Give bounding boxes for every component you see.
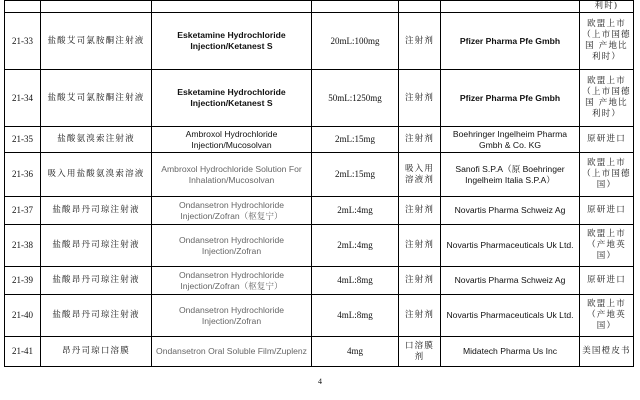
chinese-name: 盐酸艾司氯胺酮注射液	[41, 13, 152, 70]
dosage-form: 注射剂	[399, 70, 441, 127]
chinese-name: 盐酸昂丹司琼注射液	[41, 267, 152, 295]
row-number: 21-39	[5, 267, 41, 295]
specification: 4mL:8mg	[312, 295, 399, 337]
english-name: Esketamine Hydrochloride Injection/Ketanest S	[152, 13, 312, 70]
holder: Boehringer Ingelheim Pharma Gmbh & Co. KG	[441, 127, 580, 153]
specification: 2mL:4mg	[312, 225, 399, 267]
english-name: Ambroxol Hydrochloride Solution For Inhalation/Mucosolvan	[152, 153, 312, 197]
row-number: 21-33	[5, 13, 41, 70]
holder: Novartis Pharmaceuticals Uk Ltd.	[441, 295, 580, 337]
chinese-name: 盐酸艾司氯胺酮注射液	[41, 70, 152, 127]
note: 欧盟上市（产地英国）	[580, 225, 634, 267]
table-row	[5, 295, 634, 337]
specification: 2mL:15mg	[312, 127, 399, 153]
dosage-form: 口溶膜剂	[399, 337, 441, 367]
drug-list-table-region	[4, 0, 634, 367]
note: 欧盟上市（上市国德国 产地比利时）	[580, 70, 634, 127]
table-row	[5, 70, 634, 127]
specification: 50mL:1250mg	[312, 70, 399, 127]
note: 原研进口	[580, 197, 634, 225]
chinese-name: 盐酸氨溴索注射液	[41, 127, 152, 153]
english-name: Ondansetron Hydrochloride Injection/Zofran	[152, 225, 312, 267]
drug-list-table	[4, 0, 634, 367]
table-row	[5, 13, 634, 70]
dosage-form: 注射剂	[399, 295, 441, 337]
english-name: Esketamine Hydrochloride Injection/Ketanest S	[152, 70, 312, 127]
table-row	[5, 267, 634, 295]
holder: Pfizer Pharma Pfe Gmbh	[441, 70, 580, 127]
table-row	[5, 197, 634, 225]
english-name	[152, 1, 312, 13]
table-row	[5, 337, 634, 367]
specification: 20mL:100mg	[312, 13, 399, 70]
holder: Novartis Pharma Schweiz Ag	[441, 267, 580, 295]
specification: 2mL:15mg	[312, 153, 399, 197]
table-row	[5, 127, 634, 153]
note: 原研进口	[580, 267, 634, 295]
dosage-form: 吸入用溶液剂	[399, 153, 441, 197]
page-number: 4	[318, 377, 322, 386]
chinese-name: 吸入用盐酸氨溴索溶液	[41, 153, 152, 197]
note: 原研进口	[580, 127, 634, 153]
dosage-form: 注射剂	[399, 225, 441, 267]
dosage-form: 注射剂	[399, 127, 441, 153]
holder: Sanofi S.P.A（原 Boehringer Ingelheim Italia S.P.A）	[441, 153, 580, 197]
english-name: Ambroxol Hydrochloride Injection/Mucosolvan	[152, 127, 312, 153]
chinese-name: 盐酸昂丹司琼注射液	[41, 225, 152, 267]
chinese-name: 昂丹司琼口溶膜	[41, 337, 152, 367]
chinese-name	[41, 1, 152, 13]
dosage-form	[399, 1, 441, 13]
dosage-form: 注射剂	[399, 267, 441, 295]
holder: Novartis Pharmaceuticals Uk Ltd.	[441, 225, 580, 267]
specification: 4mL:8mg	[312, 267, 399, 295]
row-number: 21-35	[5, 127, 41, 153]
holder	[441, 1, 580, 13]
row-number: 21-41	[5, 337, 41, 367]
row-number: 21-37	[5, 197, 41, 225]
row-number: 21-36	[5, 153, 41, 197]
english-name: Ondansetron Hydrochloride Injection/Zofran（枢复宁）	[152, 267, 312, 295]
chinese-name: 盐酸昂丹司琼注射液	[41, 295, 152, 337]
holder: Novartis Pharma Schweiz Ag	[441, 197, 580, 225]
dosage-form: 注射剂	[399, 13, 441, 70]
english-name: Ondansetron Oral Soluble Film/Zuplenz	[152, 337, 312, 367]
english-name: Ondansetron Hydrochloride Injection/Zofran（枢复宁）	[152, 197, 312, 225]
table-row	[5, 1, 634, 13]
holder: Pfizer Pharma Pfe Gmbh	[441, 13, 580, 70]
row-number: 21-34	[5, 70, 41, 127]
english-name: Ondansetron Hydrochloride Injection/Zofran	[152, 295, 312, 337]
holder: Midatech Pharma Us Inc	[441, 337, 580, 367]
row-number	[5, 1, 41, 13]
specification	[312, 1, 399, 13]
note: 欧盟上市（上市国德国）	[580, 153, 634, 197]
note: 利时)	[580, 1, 634, 13]
note: 欧盟上市（产地英国）	[580, 295, 634, 337]
table-row	[5, 153, 634, 197]
chinese-name: 盐酸昂丹司琼注射液	[41, 197, 152, 225]
row-number: 21-38	[5, 225, 41, 267]
note: 欧盟上市（上市国德国 产地比利时）	[580, 13, 634, 70]
specification: 4mg	[312, 337, 399, 367]
row-number: 21-40	[5, 295, 41, 337]
dosage-form: 注射剂	[399, 197, 441, 225]
specification: 2mL:4mg	[312, 197, 399, 225]
table-row	[5, 225, 634, 267]
note: 美国橙皮书	[580, 337, 634, 367]
